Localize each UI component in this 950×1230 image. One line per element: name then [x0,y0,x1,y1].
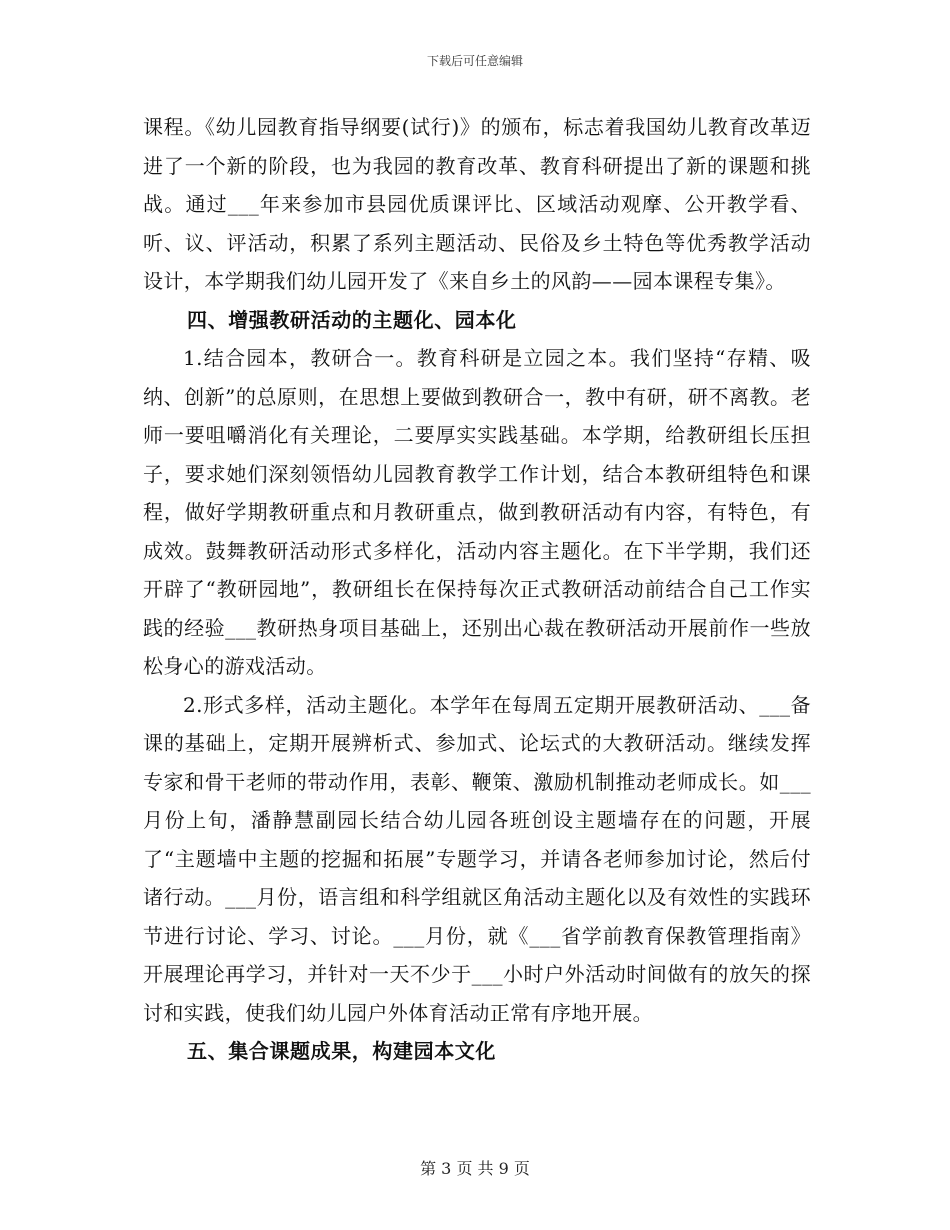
section-heading-4: 四、增强教研活动的主题化、园本化 [187,307,517,332]
document-body [143,108,811,1071]
page-number: 第 3 页 共 9 页 [420,1159,530,1178]
paragraph-item-1: 1.结合园本，教研合一。教育科研是立园之本。我们坚持“存精、吸纳、创新”的总原则，在思想上要做到教研合一，教中有研，研不离教。老师一要咀嚼消化有关理论，二要厚实实践基础。本学期，给教研组长压担子，要求她们深刻领悟幼儿园教育教学工作计划，结合本教研组特色和课程，做好学期教研重点和月教研重点，做到教研活动有内容，有特色，有成效。鼓舞教研活动形式多样化，活动内容主题化。在下半学期，我们还开辟了“教研园地”，教研组长在保持每次正式教研活动前结合自己工作实践的经验___教研热身项目基础上，还别出心裁在教研活动开展前作一些放松身心的游戏活动。 [143,346,811,678]
paragraph-curriculum: 课程。《幼儿园教育指导纲要(试行)》的颁布，标志着我国幼儿教育改革迈进了一个新的阶段，也为我园的教育改革、教育科研提出了新的课题和挑战。通过___年来参加市县园优质课评比、区域活动观摩、公开教学看、听、议、评活动，积累了系列主题活动、民俗及乡土特色等优秀教学活动设计，本学期我们幼儿园开发了《来自乡土的风韵——园本课程专集》。 [143,115,811,293]
page-header: 下载后可任意编辑 [426,54,523,68]
paragraph-item-2: 2.形式多样，活动主题化。本学年在每周五定期开展教研活动、___备课的基础上，定期开展辨析式、参加式、论坛式的大教研活动。继续发挥专家和骨干老师的带动作用，表彰、鞭策、激励机制推动老师成长。如___月份上旬，潘静慧副园长结合幼儿园各班创设主题墙存在的问题，开展了“主题墙中主题的挖掘和拓展”专题学习，并请各老师参加讨论，然后付诸行动。___月份，语言组和科学组就区角活动主题化以及有效性的实践环节进行讨论、学习、讨论。___月份，就《___省学前教育保教管理指南》开展理论再学习，并针对一天不少于___小时户外活动时间做有的放矢的探讨和实践，使我们幼儿园户外体育活动正常有序地开展。 [143,692,811,1025]
section-heading-5: 五、集合课题成果，构建园本文化 [187,1039,496,1063]
